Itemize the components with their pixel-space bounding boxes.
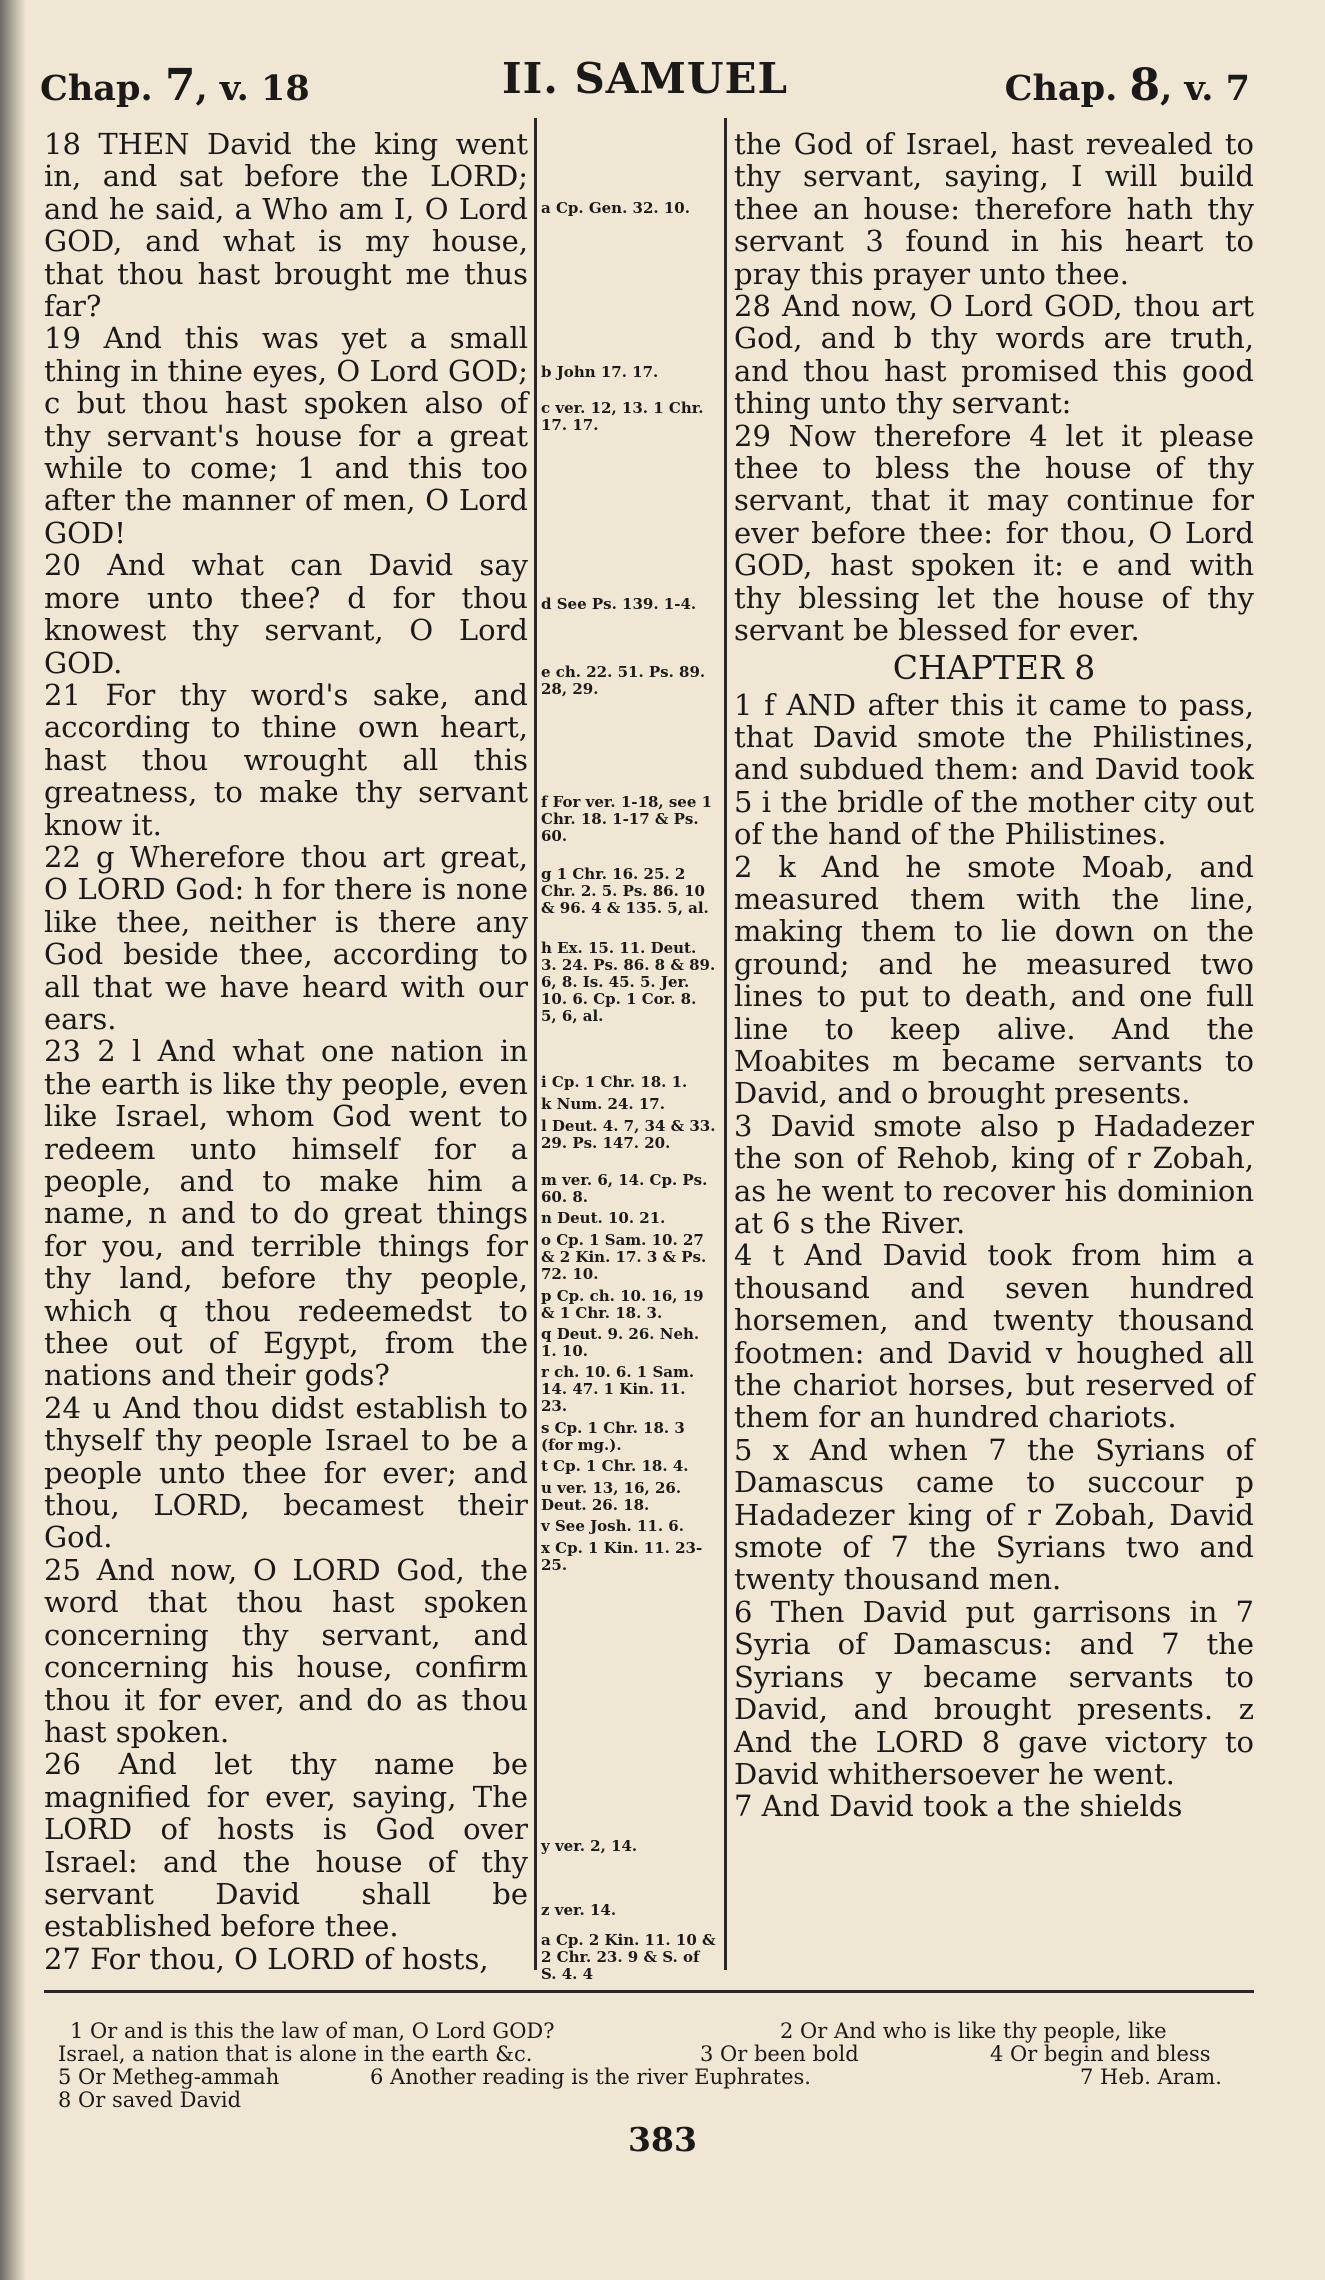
footnote-row [58,2042,1260,2066]
page-number: 383 [628,2120,697,2159]
cross-reference: q Deut. 9. 26. Neh. 1. 10. [541,1325,700,1360]
verse-20: 20 And what can David say more unto thee? d for thou knowest thy servant, O Lord GOD. [44,548,528,680]
verse-25: 25 And now, O LORD God, the word that thou hast spoken concerning thy servant, and concerning his house, confirm thou it for ever, and do as thou hast spoken. [44,1552,528,1749]
verse-27-continued: the God of Israel, hast revealed to thy servant, saying, I will build thee an house: therefore hath thy servant 3 found in his heart to pray this prayer unto thee. [734,127,1254,291]
chapter-8-verse-2: 2 k And he smote Moab, and measured them with the line, making them to lie down on the ground; and he measured two lines to put to death, and one full line to keep alive. And the Moabites m became servants to David, and o brought presents. [734,849,1254,1111]
cross-reference: s Cp. 1 Chr. 18. 3 (for mg.). [541,1419,685,1454]
verse-19: 19 And this was yet a small thing in thine eyes, O Lord GOD; c but thou hast spoken also of thy servant's house for a great while to come; 1 and this too after the manner of men, O Lord GOD! [44,321,528,550]
footnote: 1 Or and is this the law of man, O Lord GOD? [70,2019,555,2043]
footnote: 4 Or begin and bless [990,2042,1211,2066]
cross-reference: b John 17. 17. [541,363,659,381]
chapter-heading: CHAPTER 8 [892,647,1096,687]
footnote-row [58,2065,1260,2089]
cross-reference-column [541,128,716,1983]
cross-reference: m ver. 6, 14. Cp. Ps. 60. 8. [541,1171,708,1206]
footnote: 8 Or saved David [58,2088,242,2112]
cross-reference: a Cp. 2 Kin. 11. 10 & 2 Chr. 23. 9 & S. of S. 4. 4 [541,1931,716,1983]
verse-26: 26 And let thy name be magnified for ever, saying, The LORD of hosts is God over Israel: and the house of thy servant David shall be established before thee. [44,1747,528,1944]
verse-28: 28 And now, O Lord GOD, thou art God, and b thy words are truth, and thou hast promised this good thing unto thy servant: [734,289,1254,421]
verse-21: 21 For thy word's sake, and according to thine own heart, hast thou wrought all this greatness, to make thy servant know it. [44,677,528,842]
verse-24: 24 u And thou didst establish to thyself thy people Israel to be a people unto thee for ever; and thou, LORD, becamest their God. [44,1390,528,1555]
cross-reference: u ver. 13, 16, 26. Deut. 26. 18. [541,1479,682,1514]
cross-reference: h Ex. 15. 11. Deut. 3. 24. Ps. 86. 8 & 89. 6, 8. Is. 45. 5. Jer. 10. 6. Cp. 1 Cor. 8. 5, 6, al. [541,939,716,1025]
cross-reference: p Cp. ch. 10. 16, 19 & 1 Chr. 18. 3. [541,1287,704,1322]
chapter-8-verse-3: 3 David smote also p Hadadezer the son of Rehob, king of r Zobah, as he went to recover his dominion at 6 s the River. [734,1108,1254,1240]
cross-reference: g 1 Chr. 16. 25. 2 Chr. 2. 5. Ps. 86. 10 & 96. 4 & 135. 5, al. [541,865,709,917]
cross-reference: y ver. 2, 14. [541,1837,638,1855]
footnotes [58,2019,1260,2112]
cross-reference: d See Ps. 139. 1-4. [541,595,697,613]
footnote-row [58,2088,1260,2112]
cross-reference: a Cp. Gen. 32. 10. [541,199,690,217]
cross-reference: o Cp. 1 Sam. 10. 27 & 2 Kin. 17. 3 & Ps. 72. 10. [541,1231,707,1283]
cross-reference: t Cp. 1 Chr. 18. 4. [541,1457,689,1475]
chapter-8-verse-7: 7 And David took a the shields [734,1789,1183,1824]
column-divider-right [724,118,727,1970]
running-header [40,52,1250,112]
verse-23: 23 2 l And what one nation in the earth is like thy people, even like Israel, whom God went to redeem unto himself for a people, and to make him a name, n and to do great things for you, and terrible things for thy land, before thy people, which q thou redeemedst to thee out of Egypt, from the nations and their gods? [44,1034,528,1393]
cross-reference: x Cp. 1 Kin. 11. 23-25. [541,1539,703,1574]
right-text-column [734,128,1254,1823]
page-edge-shadow [0,0,26,2280]
header-right-reference: Chap. 8, v. 7 [1004,60,1250,111]
verse-22: 22 g Wherefore thou art great, O LORD God: h for there is none like thee, neither is there any God beside thee, according to all that we have heard with our ears. [44,839,528,1036]
header-left-reference: Chap. 7, v. 18 [40,60,310,111]
chapter-8-verse-6: 6 Then David put garrisons in 7 Syria of Damascus: and 7 the Syrians y became servants to David, and brought presents. z And the LORD 8 gave victory to David whithersoever he went. [734,1594,1254,1791]
left-text-column [44,128,528,1975]
footnote: 2 Or And who is like thy people, like [780,2019,1167,2043]
cross-reference: l Deut. 4. 7, 34 & 33. 29. Ps. 147. 20. [541,1117,716,1152]
footnote: 5 Or Metheg-ammah [58,2065,280,2089]
cross-reference: f For ver. 1-18, see 1 Chr. 18. 1-17 & Ps. 60. [541,793,713,845]
cross-reference: n Deut. 10. 21. [541,1209,666,1227]
verse-29: 29 Now therefore 4 let it please thee to bless the house of thy servant, that it may continue for ever before thee: for thou, O Lord GOD, hast spoken it: e and with thy blessing let the house of thy servant be blessed for ever. [734,418,1254,648]
footnote: 3 Or been bold [700,2042,859,2066]
column-divider-left [534,118,537,1970]
verse-18: 18 THEN David the king went in, and sat before the LORD; and he said, a Who am I, O Lord GOD, and what is my house, that thou hast brought me thus far? [44,127,528,324]
footnote: 7 Heb. Aram. [1080,2065,1222,2089]
chapter-8-verse-4: 4 t And David took from him a thousand and seven hundred horsemen, and twenty thousand footmen: and David v houghed all the chariot horses, but reserved of them for an hundred chariots. [734,1238,1254,1435]
footnote-row [70,2020,1260,2043]
book-title: II. SAMUEL [501,54,789,103]
verse-27: 27 For thou, O LORD of hosts, [44,1941,489,1976]
chapter-8-verse-5: 5 x And when 7 the Syrians of Damascus came to succour p Hadadezer king of r Zobah, David smote of 7 the Syrians two and twenty thousand men. [734,1432,1254,1597]
cross-reference: e ch. 22. 51. Ps. 89. 28, 29. [541,663,706,698]
footnote-divider [44,1990,1254,1993]
cross-reference: k Num. 24. 17. [541,1095,665,1113]
cross-reference: z ver. 14. [541,1901,617,1919]
footnote: Israel, a nation that is alone in the earth &c. [58,2042,533,2066]
cross-reference: v See Josh. 11. 6. [541,1517,684,1535]
cross-reference: c ver. 12, 13. 1 Chr. 17. 17. [541,399,704,434]
cross-reference: i Cp. 1 Chr. 18. 1. [541,1073,688,1091]
chapter-8-verse-1: 1 f AND after this it came to pass, that David smote the Philistines, and subdued them: and David took 5 i the bridle of the mother city out of the hand of the Philistines. [734,687,1254,852]
footnote: 6 Another reading is the river Euphrates. [370,2065,811,2089]
cross-reference: r ch. 10. 6. 1 Sam. 14. 47. 1 Kin. 11. 23. [541,1363,695,1415]
